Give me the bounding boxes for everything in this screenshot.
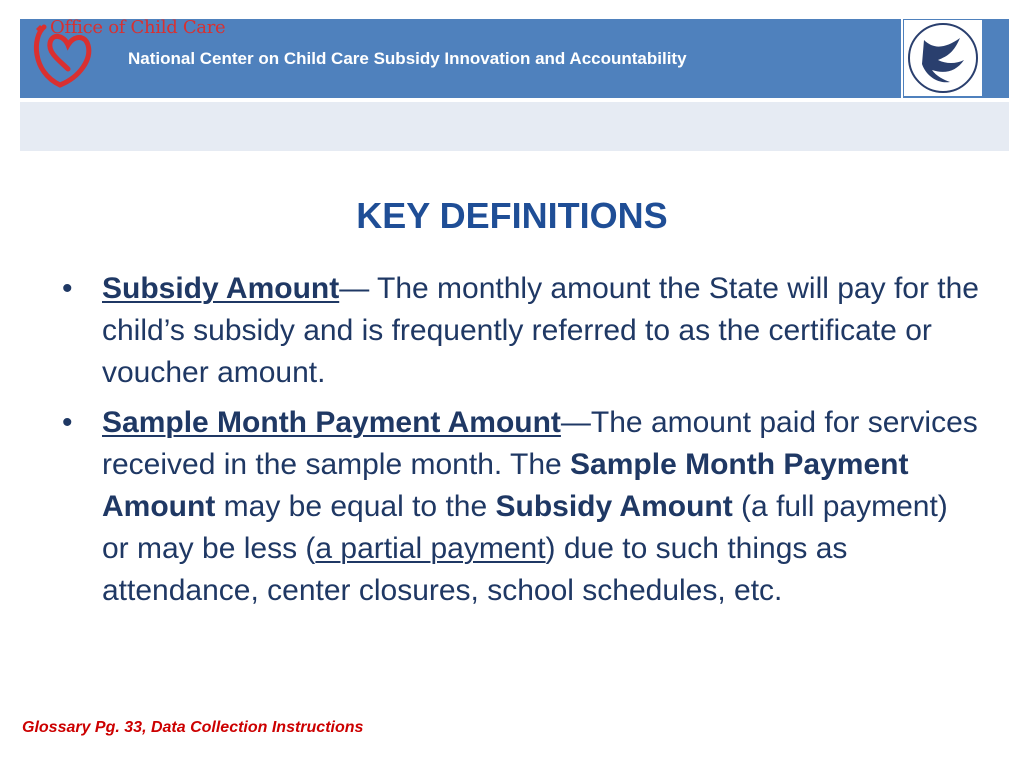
definition-bold-term: Subsidy Amount (495, 490, 733, 523)
definition-text: —The amount paid for services received in the sample month. The (102, 406, 978, 481)
hhs-seal-logo (904, 20, 982, 96)
definition-item (62, 268, 982, 394)
definition-bold-term: Sample Month Payment Amount (102, 448, 909, 523)
header-title: National Center on Child Care Subsidy Innovation and Accountability (128, 49, 687, 68)
definition-text: may be equal to the (215, 490, 496, 523)
bullet-icon: • (62, 406, 73, 439)
definition-text: ) due to such things as attendance, center closures, school schedules, etc. (102, 532, 848, 607)
page-title: KEY DEFINITIONS (356, 195, 668, 236)
eagle-seal-icon (904, 20, 982, 96)
org-name: Office of Child Care (50, 17, 226, 38)
header-divider (901, 19, 903, 98)
definition-item (62, 402, 982, 612)
bullet-icon: • (62, 272, 73, 305)
footer-reference: Glossary Pg. 33, Data Collection Instructions (22, 719, 364, 736)
definition-term: Sample Month Payment Amount (102, 406, 561, 439)
definition-underlined-text: a partial payment (315, 532, 546, 565)
definition-term: Subsidy Amount (102, 272, 340, 305)
definition-text: (a full payment) or may be less ( (102, 490, 948, 565)
definitions-list (62, 268, 982, 620)
subheader-band (20, 102, 1009, 151)
definition-text: — The monthly amount the State will pay for the child’s subsidy and is frequently referred to as the certificate or voucher amount. (102, 272, 979, 389)
